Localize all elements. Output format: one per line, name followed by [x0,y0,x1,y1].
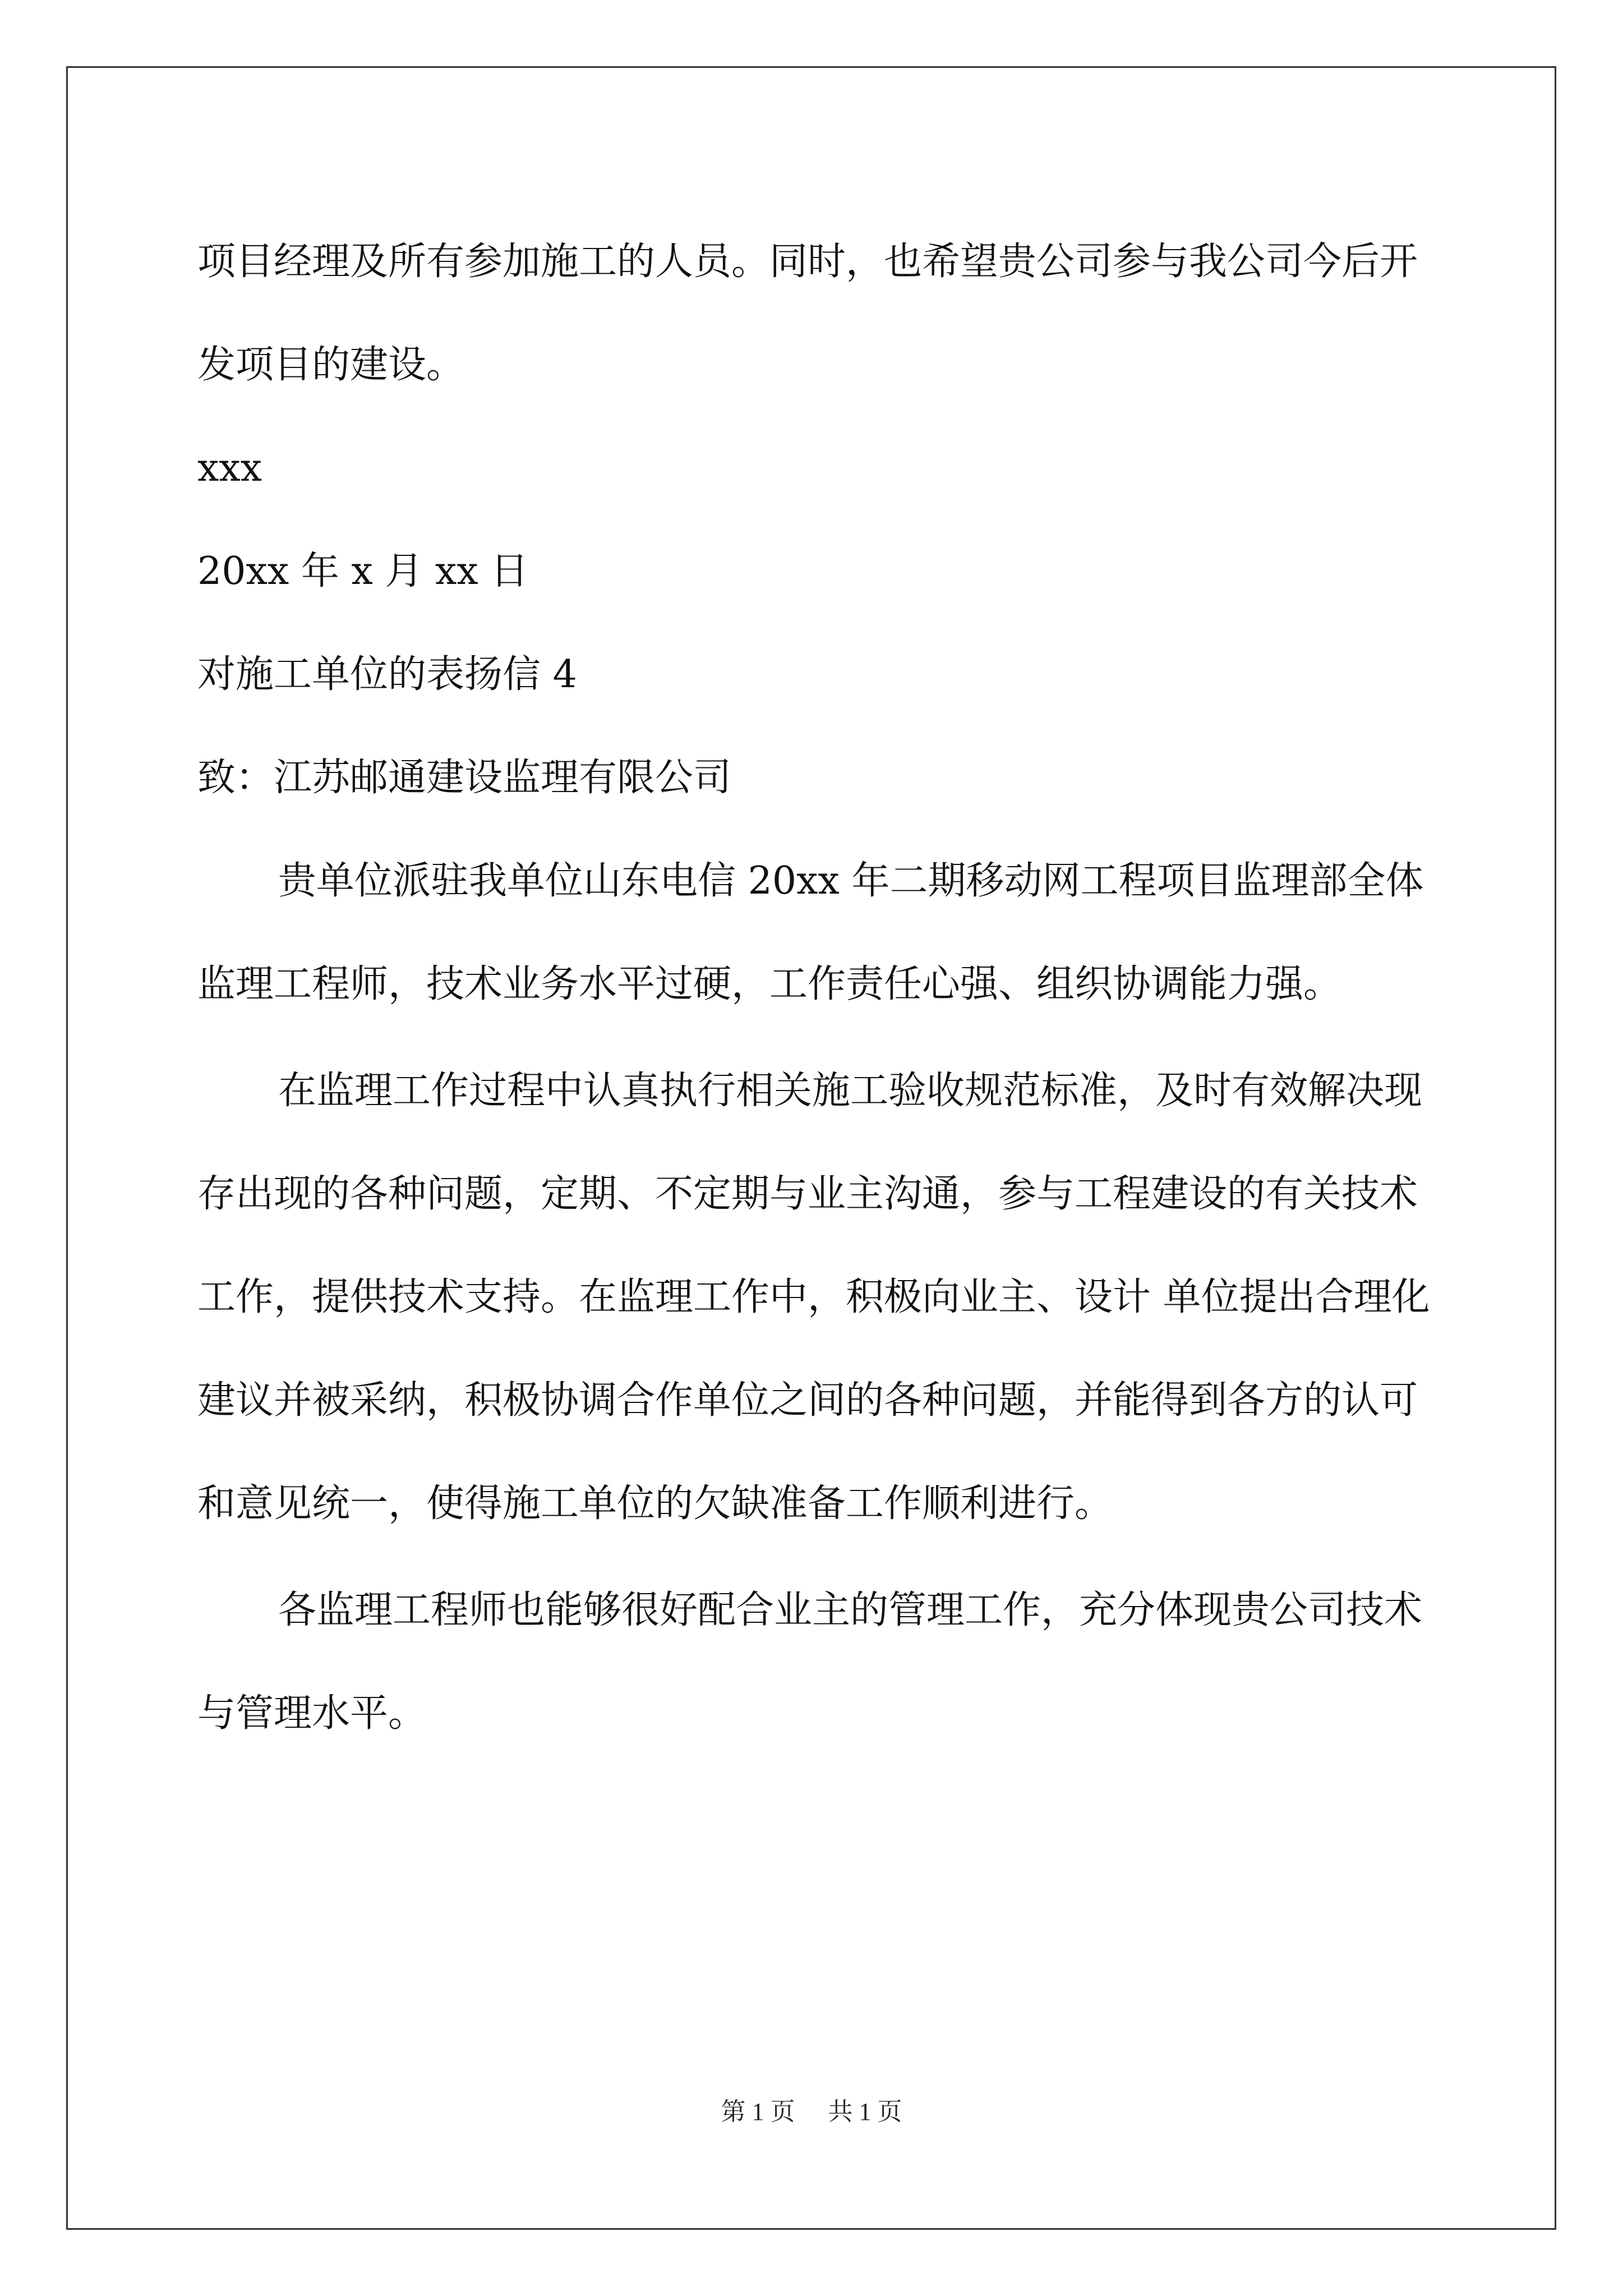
signature-name: xxx [197,446,262,490]
letter-recipient: 致：江苏邮通建设监理有限公司 [197,756,732,800]
paragraph-intro: 贵单位派驻我单位山东电信 20xx 年二期移动网工程项目监理部全体监理工程师，技术业务水平过硬，工作责任心强、组织协调能力强。 [197,859,1424,1006]
letter-title: 对施工单位的表扬信 4 [197,652,577,697]
document-body [197,210,1431,1765]
paragraph-cooperation: 各监理工程师也能够很好配合业主的管理工作，充分体现贵公司技术与管理水平。 [197,1588,1423,1736]
page-total: 共 1 页 [828,2098,902,2125]
signature-date: 20xx 年 x 月 xx 日 [197,549,529,593]
page-footer [0,2091,1623,2127]
paragraph-closing-text: 项目经理及所有参加施工的人员。同时，也希望贵公司参与我公司今后开发项目的建设。 [197,240,1418,387]
page-number: 第 1 页 [721,2098,795,2125]
paragraph-work-process: 在监理工作过程中认真执行相关施工验收规范标准，及时有效解决现存出现的各种问题，定期、不定期与业主沟通，参与工程建设的有关技术工作，提供技术支持。在监理工作中，积极向业主、设计 单位提出合理化建议并被采纳，积极协调合作单位之间的各种问题，并能得到各方的认可和意见统一，使得施工单位的欠缺准备工作顺利进行。 [197,1069,1430,1526]
